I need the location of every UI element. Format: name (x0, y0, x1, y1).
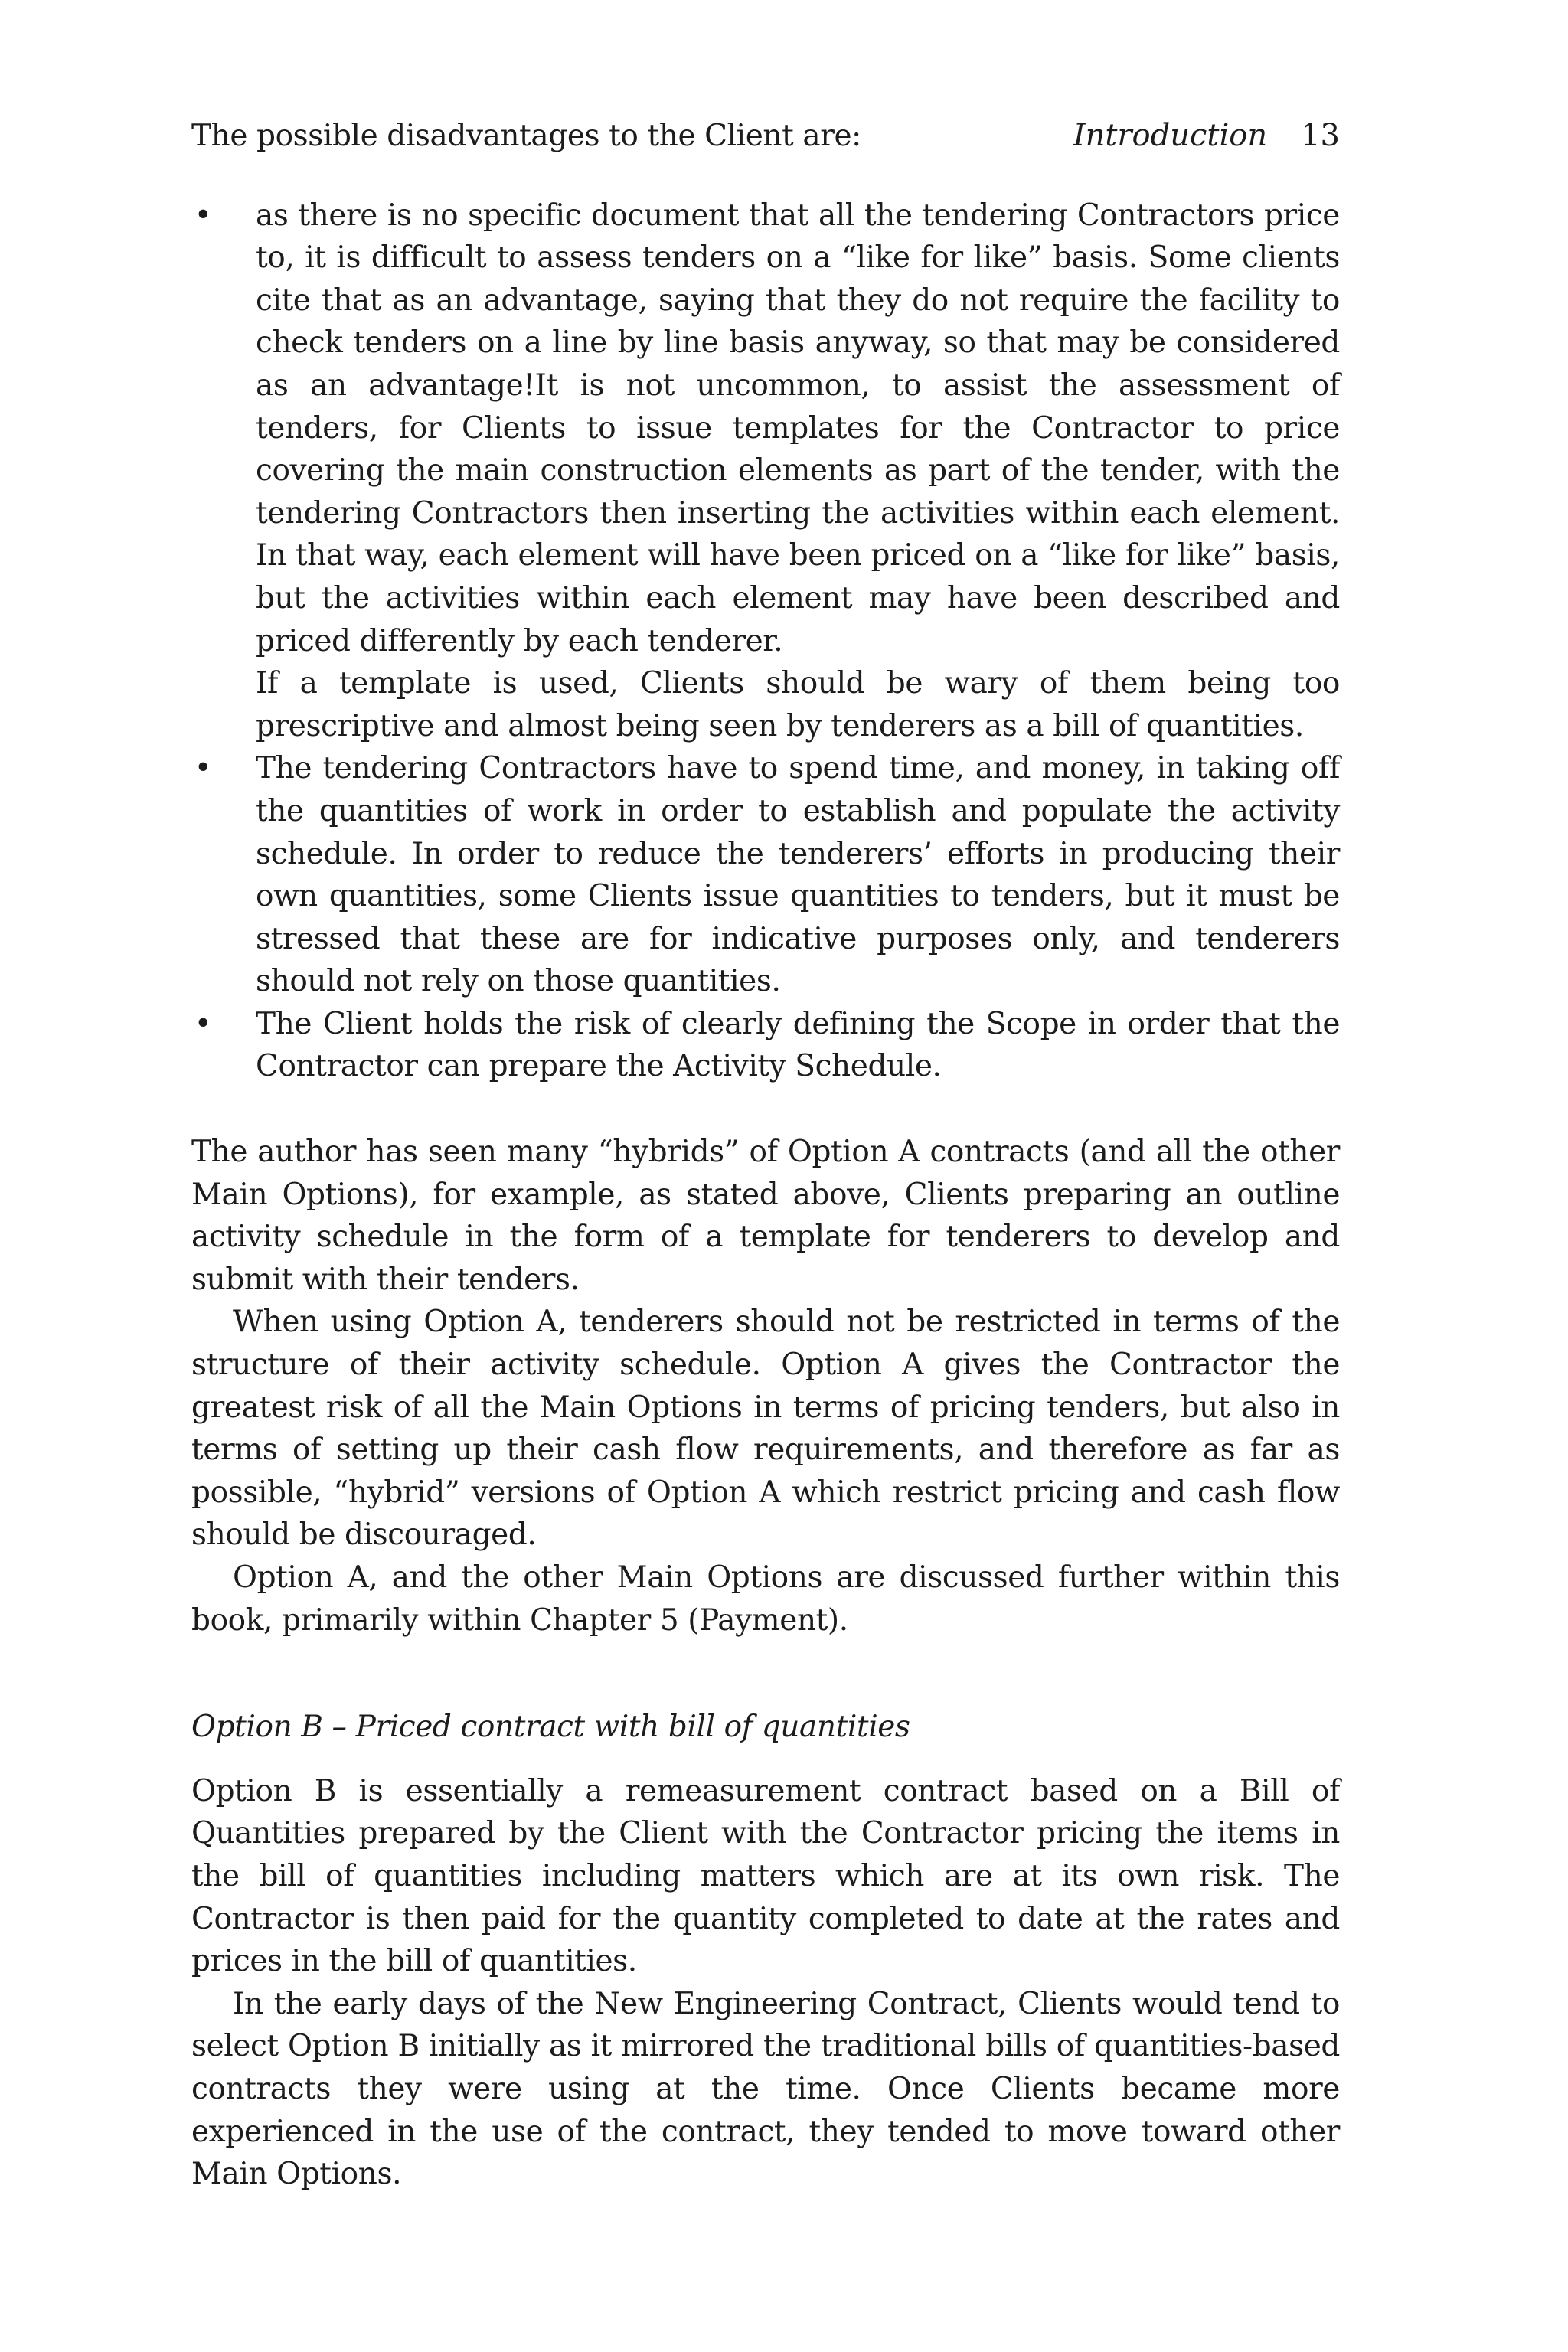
list-item (191, 1003, 1340, 1088)
option-a-paragraph-1: The author has seen many “hybrids” of Option A contracts (and all the other Main Options), for example, as stated above, Clients preparing an outline activity schedule in the form of a template for tenderers to develop and submit with their tenders. (191, 1135, 1340, 1297)
option-b-heading: Option B – Priced contract with bill of quantities (191, 1710, 910, 1745)
disadvantages-list (191, 194, 1340, 1088)
list-item-paragraph: If a template is used, Clients should be wary of them being too prescriptive and almost being seen by tenderers as a bill of quantities. (256, 666, 1340, 743)
option-a-paragraph-3: Option A, and the other Main Options are discussed further within this book, primarily within Chapter 5 (Payment). (191, 1560, 1340, 1638)
running-title: Introduction (1073, 118, 1268, 153)
list-item-paragraph: The Client holds the risk of clearly defining the Scope in order that the Contractor can prepare the Activity Schedule. (256, 1006, 1340, 1084)
bullet-glyph: • (194, 751, 212, 786)
list-item (191, 747, 1340, 1003)
option-b-paragraph-2: In the early days of the New Engineering Contract, Clients would tend to select Option B initially as it mirrored the traditional bills of quantities-based contracts they were using at the time. Once Clients became more experienced in the use of the contract, they tended to move toward other Main Options. (191, 1986, 1340, 2192)
option-a-paragraph-2: When using Option A, tenderers should not be restricted in terms of the structure of their activity schedule. Option A gives the Contractor the greatest risk of all the Main Options in terms of pricing tenders, but also in terms of setting up their cash flow requirements, and therefore as far as possible, “hybrid” versions of Option A which restrict pricing and cash flow should be discouraged. (191, 1305, 1340, 1553)
option-b-paragraph-1: Option B is essentially a remeasurement contract based on a Bill of Quantities prepared by the Client with the Contractor pricing the items in the bill of quantities including matters which are at its own risk. The Contractor is then paid for the quantity completed to date at the rates and prices in the bill of quantities. (191, 1773, 1340, 1979)
lead-sentence: The possible disadvantages to the Client are: (191, 119, 861, 153)
page-number: 13 (1301, 118, 1340, 153)
bullet-glyph: • (194, 198, 212, 233)
list-item-paragraph: The tendering Contractors have to spend time, and money, in taking off the quantities of work in order to establish and populate the activity schedule. In order to reduce the tenderers’ efforts in producing their own quantities, some Clients issue quantities to tenders, but it must be stressed that these are for indicative purposes only, and tenderers should not rely on those quantities. (256, 751, 1340, 999)
bullet-glyph: • (194, 1006, 212, 1041)
list-item-paragraph: as there is no specific document that all the tendering Contractors price to, it is difficult to assess tenders on a “like for like” basis. Some clients cite that as an advantage, saying that they do not require the facility to check tenders on a line by line basis anyway, so that may be considered as an advantage!It is not uncommon, to assist the assessment of tenders, for Clients to issue templates for the Contractor to price covering the main construction elements as part of the tender, with the tendering Contractors then inserting the activities within each element. In that way, each element will have been priced on a “like for like” basis, but the activities within each element may have been described and priced differently by each tenderer. (256, 198, 1340, 658)
page-body (191, 115, 1340, 2196)
list-item (191, 194, 1340, 748)
